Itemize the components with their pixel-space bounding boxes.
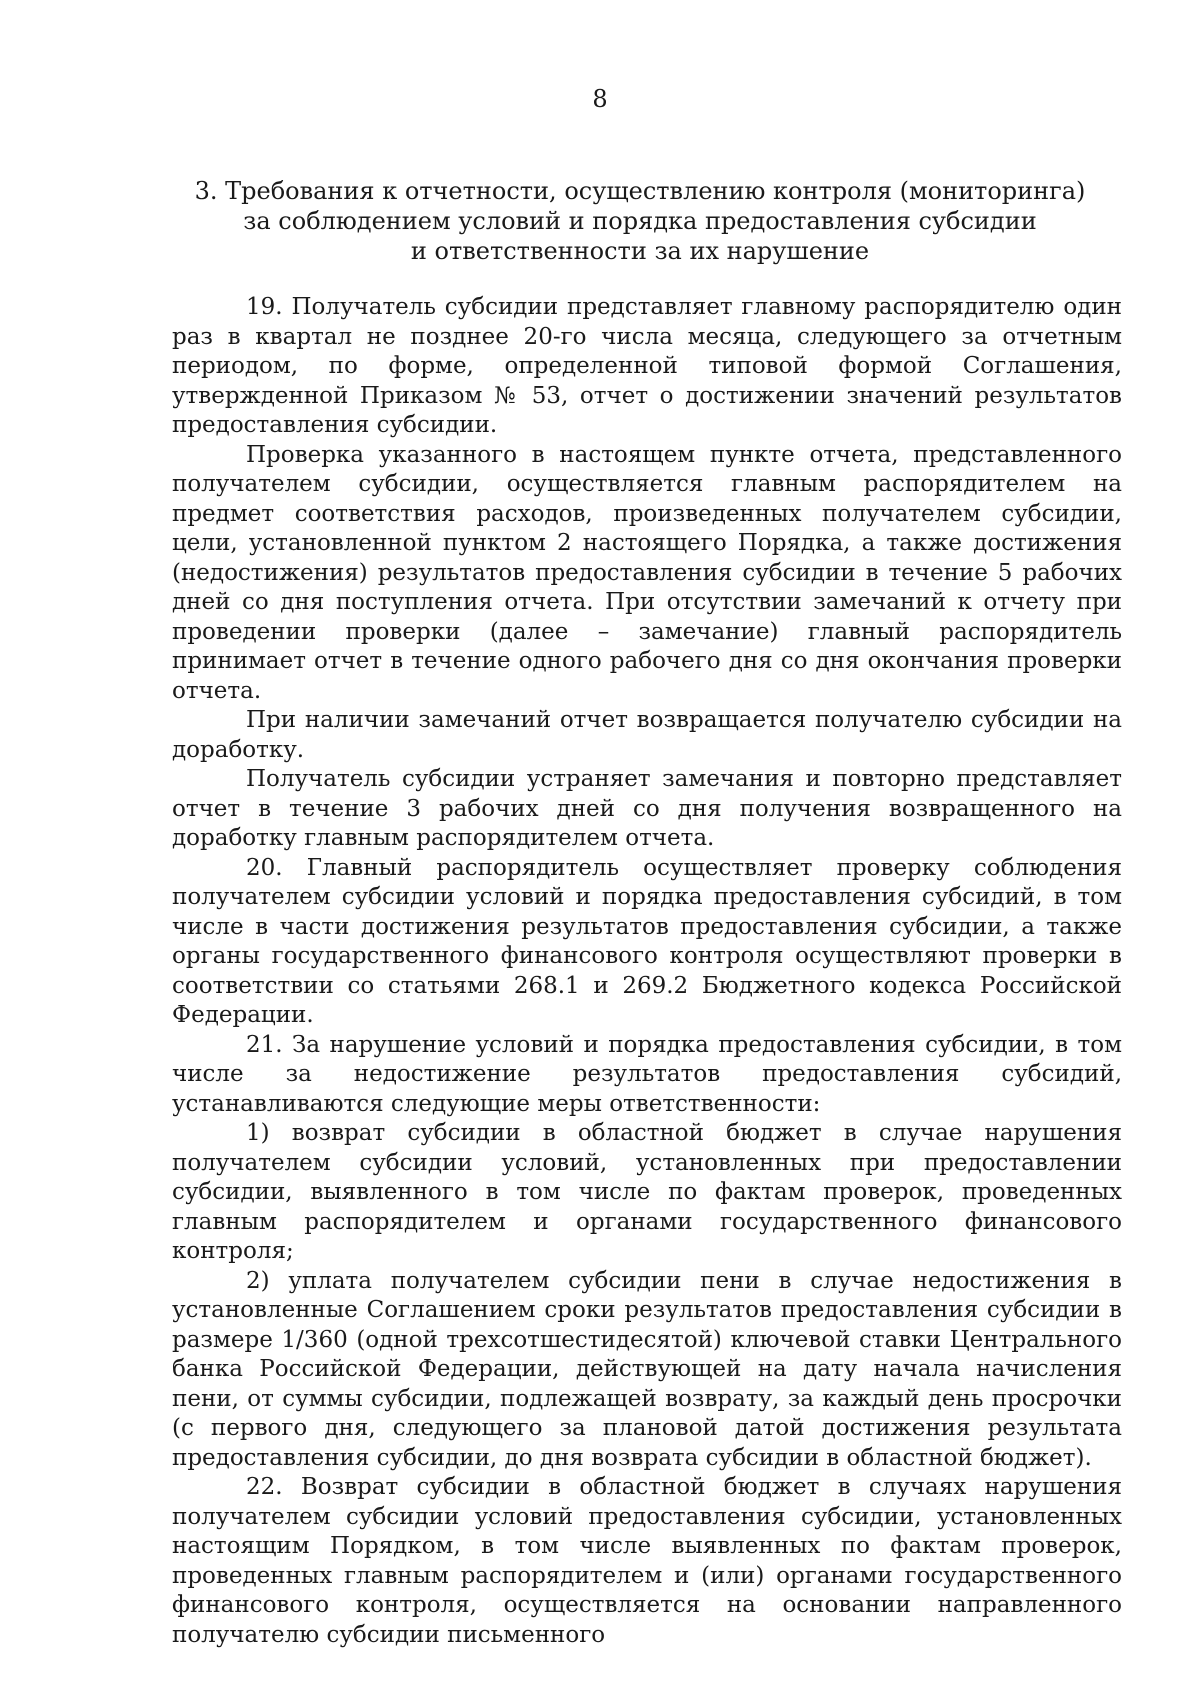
paragraph-19-remarks: При наличии замечаний отчет возвращается получателю субсидии на доработку.: [172, 707, 1122, 763]
paragraph-22: 22. Возврат субсидии в областной бюджет в случаях нарушения получателем субсидии условий предоставления субсидии, установленных настоящим Порядком, в том числе выявленных по фактам проверок, проведенных главным распорядителем и (или) органами государственного финансового контроля, осуществляется на основании направленного получателю субсидии письменного: [172, 1474, 1122, 1648]
section-title: [160, 176, 1120, 266]
paragraph-19: 19. Получатель субсидии представляет главному распорядителю один раз в квартал не позднее 20-го числа месяца, следующего за отчетным периодом, по форме, определенной типовой формой Соглашения, утвержденной Приказом № 53, отчет о достижении значений результатов предоставления субсидии.: [172, 294, 1122, 438]
paragraph-19-resubmit: Получатель субсидии устраняет замечания и повторно представляет отчет в течение 3 рабочих дней со дня получения возвращенного на доработку главным распорядителем отчета.: [172, 766, 1122, 851]
paragraph-21-item-1: 1) возврат субсидии в областной бюджет в случае нарушения получателем субсидии условий, установленных при предоставлении субсидии, выявленного в том числе по фактам проверок, проведенных главным распорядителем и органами государственного финансового контроля;: [172, 1120, 1122, 1264]
paragraph-21-item-2: 2) уплата получателем субсидии пени в случае недостижения в установленные Соглашением сроки результатов предоставления субсидии в размере 1/360 (одной трехсотшестидесятой) ключевой ставки Центрального банка Российской Федерации, действующей на дату начала начисления пени, от суммы субсидии, подлежащей возврату, за каждый день просрочки (с первого дня, следующего за плановой датой достижения результата предоставления субсидии, до дня возврата субсидии в областной бюджет).: [172, 1267, 1122, 1471]
paragraph-21: 21. За нарушение условий и порядка предоставления субсидии, в том числе за недостижение результатов предоставления субсидий, устанавливаются следующие меры ответственности:: [172, 1031, 1122, 1117]
paragraph-20: 20. Главный распорядитель осуществляет проверку соблюдения получателем субсидии условий и порядка предоставления субсидий, в том числе в части достижения результатов предоставления субсидии, а также органы государственного финансового контроля осуществляют проверки в соответствии со статьями 268.1 и 269.2 Бюджетного кодекса Российской Федерации.: [172, 854, 1122, 1028]
page-number: 8: [592, 85, 608, 113]
paragraph-19-check: Проверка указанного в настоящем пункте отчета, представленного получателем субсидии, осуществляется главным распорядителем на предмет соответствия расходов, произведенных получателем субсидии, цели, установленной пунктом 2 настоящего Порядка, а также достижения (недостижения) результатов предоставления субсидии в течение 5 рабочих дней со дня поступления отчета. При отсутствии замечаний к отчету при проведении проверки (далее – замечание) главный распорядитель принимает отчет в течение одного рабочего дня со дня окончания проверки отчета.: [172, 441, 1122, 704]
section-title-line-3: и ответственности за их нарушение: [410, 237, 870, 265]
section-title-line-1: 3. Требования к отчетности, осуществлению контроля (мониторинга): [194, 177, 1086, 205]
body-text: [172, 293, 1122, 1650]
section-title-line-2: за соблюдением условий и порядка предоставления субсидии: [243, 207, 1037, 235]
